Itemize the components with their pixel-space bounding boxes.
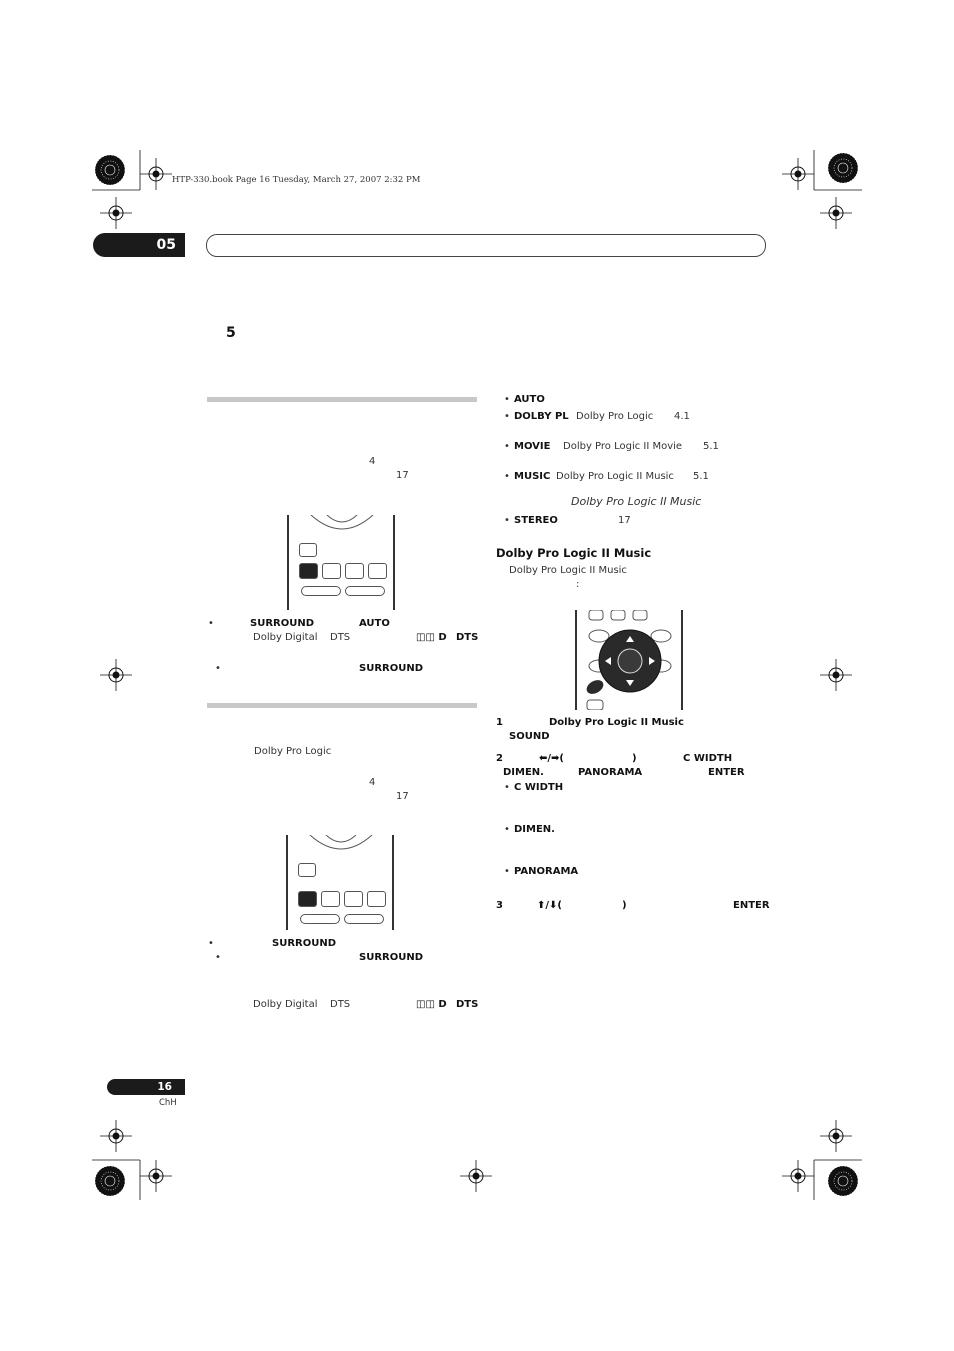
mode-dolby-pl: DOLBY PL	[514, 411, 569, 422]
bullet-mark: •	[504, 471, 510, 482]
step-2-dimen: DIMEN.	[503, 767, 544, 778]
dolby-digital-text: Dolby Digital	[253, 632, 318, 643]
mode-movie-channels: 5.1	[703, 441, 719, 452]
dolby-d-text: D	[438, 999, 447, 1010]
surround-label: SURROUND	[272, 938, 337, 949]
remote-button	[321, 891, 340, 907]
bullet-mark: •	[504, 782, 510, 793]
remote-edge-left	[286, 835, 288, 930]
chapter-number: 05	[156, 237, 176, 253]
remote-wide-button	[301, 586, 341, 596]
step-2-number: 2	[496, 753, 503, 764]
surround-label: SURROUND	[250, 618, 315, 629]
ref-chapter-4: 4	[369, 777, 376, 788]
chapter-tab	[93, 233, 185, 257]
dolby-pro-logic-text: Dolby Pro Logic	[254, 746, 332, 757]
dolby-logo-icon: ◫◫	[416, 999, 435, 1010]
remote-button	[344, 891, 363, 907]
section-heading: Dolby Pro Logic II Music	[496, 546, 652, 560]
step-2-paren: )	[632, 753, 637, 764]
bullet-mark: •	[208, 938, 214, 949]
ref-page-17: 17	[396, 470, 409, 481]
mode-movie-desc: Dolby Pro Logic II Movie	[563, 441, 683, 452]
mode-music-desc: Dolby Pro Logic II Music	[556, 471, 674, 482]
left-right-arrow-icon: ⬅/➡(	[539, 753, 564, 764]
language-code: ChH	[159, 1098, 177, 1108]
bullet-mark: •	[504, 411, 510, 422]
step-2-panorama: PANORAMA	[578, 767, 643, 778]
dts-label: DTS	[456, 999, 479, 1010]
stereo-ref: 17	[618, 515, 631, 526]
option-dimen: DIMEN.	[514, 824, 555, 835]
bullet-mark: •	[208, 618, 214, 629]
remote-wide-button	[300, 914, 340, 924]
step-1-sound: SOUND	[509, 731, 550, 742]
section-number: 5	[226, 325, 236, 341]
dolby-d-label	[416, 998, 447, 1011]
remote-wide-button	[344, 914, 384, 924]
remote-button	[322, 563, 341, 579]
dolby-logo-icon: ◫◫	[416, 632, 435, 643]
surround-label: SURROUND	[359, 952, 424, 963]
option-cwidth: C WIDTH	[514, 782, 564, 793]
dolby-d-text: D	[438, 632, 447, 643]
bullet-mark: •	[504, 866, 510, 877]
remote-button	[299, 543, 317, 557]
bullet-mark: •	[504, 441, 510, 452]
remote-button	[298, 863, 316, 877]
auto-label: AUTO	[359, 618, 390, 629]
step-2-cwidth: C WIDTH	[683, 753, 733, 764]
bullet-mark: •	[215, 663, 221, 674]
remote-edge-left	[287, 515, 289, 610]
file-info: HTP-330.book Page 16 Tuesday, March 27, 2007 2:32 PM	[172, 175, 421, 185]
mode-stereo: STEREO	[514, 515, 558, 526]
step-2-enter: ENTER	[708, 767, 745, 778]
step-1-mode: Dolby Pro Logic II Music	[549, 717, 684, 728]
ref-chapter-4: 4	[369, 456, 376, 467]
page-number: 16	[157, 1081, 172, 1093]
remote-dpad	[575, 610, 685, 710]
section-rule-2	[207, 703, 477, 708]
chapter-title-frame	[206, 234, 766, 257]
ref-page-17: 17	[396, 791, 409, 802]
page-number-tab	[107, 1079, 185, 1095]
intro-colon: :	[576, 579, 580, 590]
mode-movie: MOVIE	[514, 441, 551, 452]
dolby-d-label	[416, 631, 447, 644]
dts-label: DTS	[456, 632, 479, 643]
mode-music: MUSIC	[514, 471, 551, 482]
intro-text: Dolby Pro Logic II Music	[509, 565, 627, 576]
dts-text: DTS	[330, 632, 351, 643]
mode-dolby-pl-desc: Dolby Pro Logic	[576, 411, 654, 422]
step-3-number: 3	[496, 900, 503, 911]
surround-button	[298, 891, 317, 907]
remote-button	[368, 563, 387, 579]
dts-text: DTS	[330, 999, 351, 1010]
remote-edge-right	[392, 835, 394, 930]
bullet-mark: •	[504, 824, 510, 835]
bullet-mark: •	[504, 515, 510, 526]
music-note: Dolby Pro Logic II Music	[571, 495, 702, 508]
step-3-paren: )	[622, 900, 627, 911]
mode-dolby-pl-channels: 4.1	[674, 411, 690, 422]
mode-music-channels: 5.1	[693, 471, 709, 482]
remote-dpad-arc	[307, 515, 377, 537]
remote-dpad-arc	[306, 835, 376, 857]
section-rule-1	[207, 397, 477, 402]
step-1-number: 1	[496, 717, 503, 728]
bullet-mark: •	[215, 952, 221, 963]
step-3-enter: ENTER	[733, 900, 770, 911]
surround-button	[299, 563, 318, 579]
remote-wide-button	[345, 586, 385, 596]
bullet-mark: •	[504, 394, 510, 405]
remote-button	[367, 891, 386, 907]
option-panorama: PANORAMA	[514, 866, 579, 877]
remote-edge-right	[393, 515, 395, 610]
remote-illustration-1	[287, 515, 397, 610]
up-down-arrow-icon: ⬆/⬇(	[537, 900, 562, 911]
dolby-digital-text: Dolby Digital	[253, 999, 318, 1010]
remote-illustration-2	[286, 835, 396, 930]
surround-label: SURROUND	[359, 663, 424, 674]
remote-button	[345, 563, 364, 579]
remote-illustration-3	[575, 610, 685, 710]
mode-auto: AUTO	[514, 394, 545, 405]
